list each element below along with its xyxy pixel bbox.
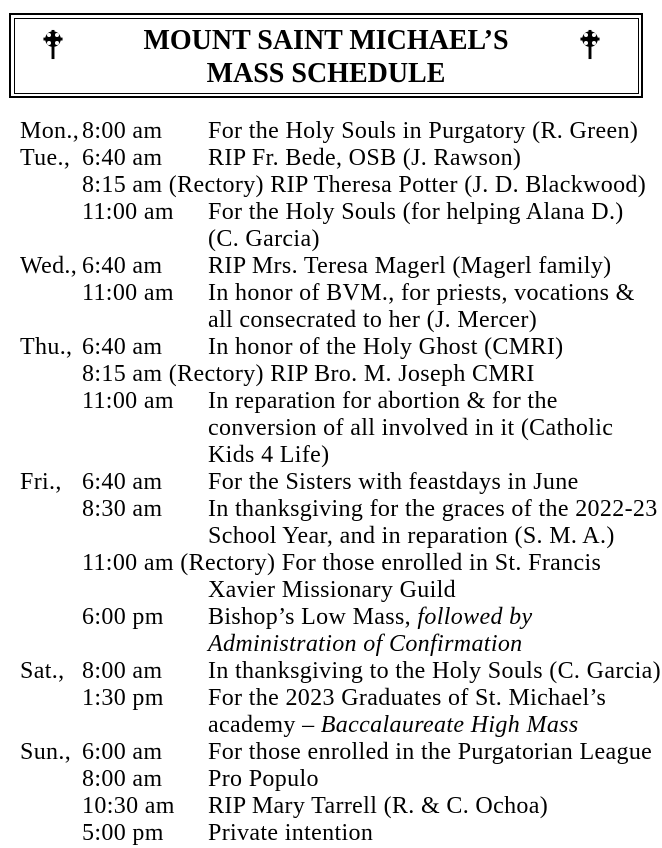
intention-segment: all consecrated to her (J. Mercer) <box>208 307 538 333</box>
time-label: 10:30 am <box>82 793 175 819</box>
intention-segment: For the 2023 Graduates of St. Michael’s <box>208 685 607 711</box>
schedule-line <box>0 226 662 253</box>
intention-segment: Private intention <box>208 820 374 846</box>
intention-segment: For the Sisters with feastdays in June <box>208 469 579 495</box>
intention-text <box>208 388 662 415</box>
celtic-cross-icon <box>43 29 63 60</box>
intention-text <box>208 820 662 847</box>
time-label <box>82 631 208 658</box>
intention-segment: In thanksgiving to the Holy Souls (C. Garcia) <box>208 658 662 684</box>
schedule-line <box>0 469 662 496</box>
intention-segment: Xavier Missionary Guild <box>208 577 457 603</box>
intention-segment: conversion of all involved in it (Catholic <box>208 415 614 441</box>
intention-segment: (C. Garcia) <box>208 226 320 252</box>
header-box-inner <box>14 18 639 94</box>
schedule-line <box>0 199 662 226</box>
time-label <box>82 226 208 253</box>
schedule-line <box>0 361 662 388</box>
day-label <box>20 550 82 577</box>
schedule-line <box>0 523 662 550</box>
intention-segment-italic: Administration of Confirmation <box>208 631 523 657</box>
intention-segment: RIP Mrs. Teresa Magerl (Magerl family) <box>208 253 612 279</box>
day-label <box>20 442 82 469</box>
day-label: Fri., <box>20 469 62 495</box>
schedule-line <box>0 739 662 766</box>
time-label: 11:00 am <box>82 199 174 225</box>
time-and-intention-text: 11:00 am (Rectory) For those enrolled in St. Francis <box>82 550 602 576</box>
schedule-line <box>0 145 662 172</box>
intention-text <box>208 226 662 253</box>
time-label: 6:40 am <box>82 145 163 171</box>
intention-text <box>208 415 662 442</box>
time-label: 11:00 am <box>82 280 174 306</box>
time-and-intention-text: 8:15 am (Rectory) RIP Theresa Potter (J. D. Blackwood) <box>82 172 647 198</box>
time-label: 8:00 am <box>82 658 163 684</box>
time-label <box>82 307 208 334</box>
day-label <box>20 577 82 604</box>
schedule <box>0 118 662 847</box>
schedule-line <box>0 442 662 469</box>
intention-segment: Bishop’s Low Mass, <box>208 604 418 630</box>
day-label: Tue., <box>20 145 71 171</box>
day-label <box>20 712 82 739</box>
time-label <box>82 712 208 739</box>
title-line-1: MOUNT SAINT MICHAEL’S <box>143 24 509 56</box>
time-label <box>82 523 208 550</box>
day-label <box>20 820 82 847</box>
schedule-line <box>0 253 662 280</box>
intention-text <box>208 280 662 307</box>
schedule-line <box>0 577 662 604</box>
schedule-line <box>0 793 662 820</box>
day-label <box>20 307 82 334</box>
day-label <box>20 685 82 712</box>
intention-segment: In reparation for abortion & for the <box>208 388 558 414</box>
time-label: 6:40 am <box>82 334 163 360</box>
time-label: 6:40 am <box>82 253 163 279</box>
intention-segment: For those enrolled in the Purgatorian League <box>208 739 653 765</box>
intention-text <box>208 145 662 172</box>
intention-text <box>208 604 662 631</box>
intention-segment: Pro Populo <box>208 766 319 792</box>
time-label: 6:00 pm <box>82 604 164 630</box>
intention-segment: In thanksgiving for the graces of the 2022-23 <box>208 496 658 522</box>
schedule-line <box>0 631 662 658</box>
intention-segment: academy – <box>208 712 321 738</box>
schedule-line <box>0 280 662 307</box>
intention-segment-italic: followed by <box>417 604 533 630</box>
schedule-line <box>0 712 662 739</box>
intention-text <box>208 253 662 280</box>
schedule-line <box>0 388 662 415</box>
intention-text <box>208 307 662 334</box>
time-and-intention-text: 8:15 am (Rectory) RIP Bro. M. Joseph CMRI <box>82 361 535 387</box>
time-label: 1:30 pm <box>82 685 164 711</box>
intention-text <box>208 793 662 820</box>
intention-text <box>208 469 662 496</box>
day-label <box>20 415 82 442</box>
schedule-line <box>0 658 662 685</box>
intention-segment: Kids 4 Life) <box>208 442 330 468</box>
day-label <box>20 604 82 631</box>
day-label <box>20 523 82 550</box>
time-label: 6:40 am <box>82 469 163 495</box>
time-label: 8:00 am <box>82 766 163 792</box>
day-label: Mon., <box>20 118 80 144</box>
time-label: 8:00 am <box>82 118 163 144</box>
day-label: Sat., <box>20 658 65 684</box>
day-label <box>20 631 82 658</box>
day-label <box>20 496 82 523</box>
intention-text <box>208 496 662 523</box>
schedule-line <box>0 550 662 577</box>
intention-segment: For the Holy Souls (for helping Alana D.) <box>208 199 624 225</box>
time-label <box>82 577 208 604</box>
time-label <box>82 415 208 442</box>
schedule-line <box>0 820 662 847</box>
intention-text <box>208 577 662 604</box>
day-label <box>20 172 82 199</box>
intention-text <box>208 631 662 658</box>
intention-text <box>208 523 662 550</box>
intention-text <box>208 658 662 685</box>
schedule-line <box>0 604 662 631</box>
day-label <box>20 226 82 253</box>
intention-text <box>208 442 662 469</box>
intention-text <box>208 712 662 739</box>
intention-text <box>208 739 662 766</box>
intention-segment: School Year, and in reparation (S. M. A.) <box>208 523 615 549</box>
intention-text <box>208 766 662 793</box>
schedule-line <box>0 496 662 523</box>
day-label <box>20 199 82 226</box>
intention-segment: RIP Mary Tarrell (R. & C. Ochoa) <box>208 793 549 819</box>
header-box <box>9 13 643 98</box>
intention-segment: In honor of the Holy Ghost (CMRI) <box>208 334 564 360</box>
intention-segment: For the Holy Souls in Purgatory (R. Green) <box>208 118 639 144</box>
day-label: Sun., <box>20 739 72 765</box>
day-label <box>20 766 82 793</box>
time-label <box>82 442 208 469</box>
intention-segment: RIP Fr. Bede, OSB (J. Rawson) <box>208 145 522 171</box>
day-label <box>20 793 82 820</box>
time-label: 11:00 am <box>82 388 174 414</box>
intention-text <box>208 334 662 361</box>
schedule-line <box>0 172 662 199</box>
schedule-line <box>0 685 662 712</box>
day-label <box>20 280 82 307</box>
intention-text <box>208 199 662 226</box>
time-label: 8:30 am <box>82 496 163 522</box>
day-label: Wed., <box>20 253 78 279</box>
intention-segment-italic: Baccalaureate High Mass <box>320 712 579 738</box>
time-label: 5:00 pm <box>82 820 164 846</box>
schedule-line <box>0 118 662 145</box>
time-label: 6:00 am <box>82 739 163 765</box>
celtic-cross-icon <box>580 29 600 60</box>
day-label <box>20 388 82 415</box>
intention-text <box>208 118 662 145</box>
day-label <box>20 361 82 388</box>
schedule-line <box>0 334 662 361</box>
intention-text <box>208 685 662 712</box>
title-line-2: MASS SCHEDULE <box>206 57 446 89</box>
schedule-line <box>0 415 662 442</box>
day-label: Thu., <box>20 334 73 360</box>
schedule-line <box>0 307 662 334</box>
schedule-line <box>0 766 662 793</box>
header-title <box>15 19 638 90</box>
intention-segment: In honor of BVM., for priests, vocations & <box>208 280 635 306</box>
